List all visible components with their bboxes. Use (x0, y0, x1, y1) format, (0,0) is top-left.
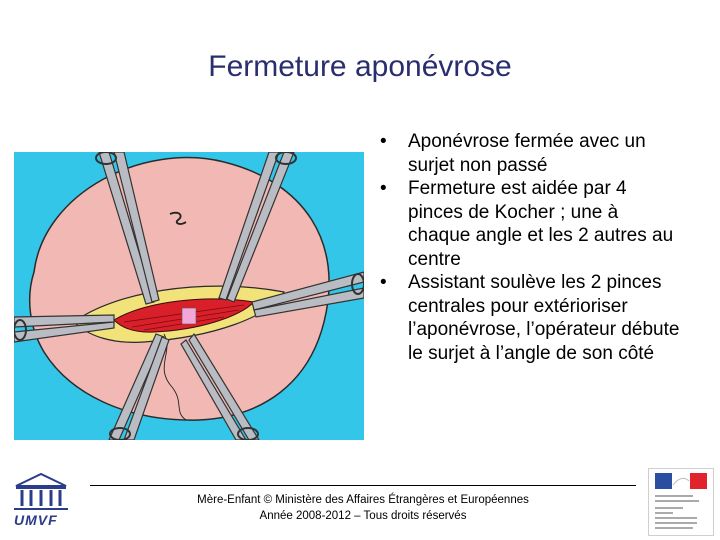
ministere-logo (648, 468, 714, 536)
bullet-item (380, 177, 680, 271)
slide-title: Fermeture aponévrose (208, 50, 512, 83)
bullet-symbol: • (380, 131, 387, 152)
bullet-text: Assistant soulève les 2 pinces centrales pour extérioriser l’aponévrose, l’opérateur débute le surjet à l’angle de son côté (408, 272, 680, 364)
fascia-center (182, 308, 196, 324)
bullet-list (380, 130, 680, 365)
umvf-logo (8, 472, 74, 532)
footer-divider (90, 485, 636, 486)
bullet-item (380, 130, 680, 177)
french-flag-icon (655, 473, 707, 489)
ministere-text-lines (653, 493, 709, 533)
footer-line-2: Année 2008-2012 – Tous droits réservés (259, 510, 467, 522)
footer-line-1: Mère-Enfant © Ministère des Affaires Étrangères et Européennes (197, 494, 529, 506)
footer-copyright (90, 492, 636, 524)
bullet-symbol: • (380, 272, 387, 293)
bullet-symbol: • (380, 178, 387, 199)
bullet-text: Fermeture est aidée par 4 pinces de Kocher ; une à chaque angle et les 2 autres au centre (408, 178, 674, 270)
umvf-logo-text: UMVF (14, 512, 58, 528)
bullet-item (380, 271, 680, 365)
bullet-text: Aponévrose fermée avec un surjet non passé (408, 131, 646, 176)
umvf-building-icon (8, 472, 74, 514)
surgical-illustration (14, 152, 364, 440)
